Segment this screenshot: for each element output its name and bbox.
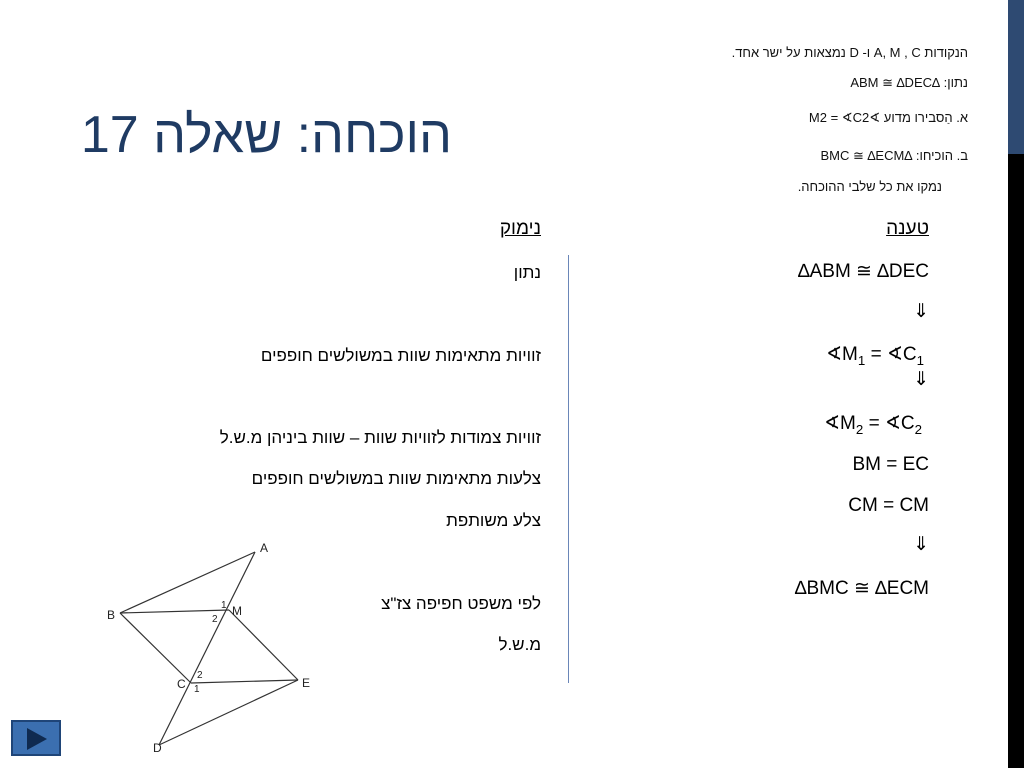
side-dark-bar xyxy=(1008,154,1024,768)
angle-label-m2: 2 xyxy=(212,614,218,625)
angle-label-m1: 1 xyxy=(221,600,227,611)
claim-header: טענה xyxy=(886,218,929,239)
given-line-2: נתון: ∆ABM ≅ ∆DEC xyxy=(850,75,968,90)
label-c: C xyxy=(177,677,186,691)
reason-6: לפי משפט חפיפה צז"צ xyxy=(381,594,541,613)
claim-6: ∆BMC ≅ ∆ECM xyxy=(794,578,929,599)
claim-3 xyxy=(824,412,922,442)
line-a-d xyxy=(159,552,255,745)
implies-arrow-3: ⇓ xyxy=(913,534,929,555)
label-m: M xyxy=(232,604,242,618)
claim-2-sub-right: 1 xyxy=(916,352,924,368)
play-next-icon xyxy=(27,728,47,750)
implies-arrow-1: ⇓ xyxy=(913,301,929,322)
claim-3-sub-left: 2 xyxy=(855,421,864,437)
given-line-1: הנקודות A, M , C ו- D נמצאות על ישר אחד. xyxy=(731,45,968,60)
label-a: A xyxy=(260,541,269,555)
claim-3-mid: = ∢C xyxy=(863,413,915,434)
claim-2-mid: = ∢C xyxy=(865,344,917,365)
label-d: D xyxy=(153,741,162,755)
next-slide-button[interactable] xyxy=(11,720,61,756)
angle-label-c2: 2 xyxy=(197,670,203,681)
reason-header: נימוק xyxy=(499,218,541,239)
side-accent-bar xyxy=(1008,0,1024,154)
reason-7: מ.ש.ל xyxy=(498,635,541,654)
reason-2: זוויות מתאימות שוות במשולשים חופפים xyxy=(260,346,541,365)
column-divider xyxy=(568,255,569,683)
claim-5: CM = CM xyxy=(848,495,929,516)
segment-bc xyxy=(120,613,191,683)
claim-3-left: ∢M xyxy=(824,413,856,434)
angle-label-c1: 1 xyxy=(194,684,200,695)
geometry-diagram xyxy=(100,535,320,760)
reason-5: צלע משותפת xyxy=(446,511,541,530)
reason-3: זוויות צמודות לזוויות שוות – שוות ביניהן מ.ש.ל xyxy=(219,428,541,447)
claim-2-left: ∢M xyxy=(826,344,858,365)
given-line-3: א. הַסבירו מדוע ∢M2 = ∢C2 xyxy=(808,110,968,125)
given-line-5: נמקו את כל שלבי ההוכחה. xyxy=(797,179,942,194)
label-e: E xyxy=(302,676,311,690)
reason-4: צלעות מתאימות שוות במשולשים חופפים xyxy=(251,469,541,488)
implies-arrow-2: ⇓ xyxy=(913,369,929,390)
segment-ce xyxy=(191,680,298,683)
slide-title: הוכחה: שאלה 17 xyxy=(80,106,452,164)
segment-me xyxy=(229,610,298,680)
claim-2-sub-left: 1 xyxy=(857,352,866,368)
label-b: B xyxy=(107,608,116,622)
reason-1: נתון xyxy=(513,263,541,282)
segment-bm xyxy=(120,610,229,613)
claim-3-sub-right: 2 xyxy=(914,421,922,437)
claim-4: BM = EC xyxy=(852,454,929,475)
given-line-4: ב. הוכיחו: ∆BMC ≅ ∆ECM xyxy=(820,148,968,163)
claim-1: ∆ABM ≅ ∆DEC xyxy=(797,261,929,282)
claim-2 xyxy=(826,343,924,373)
